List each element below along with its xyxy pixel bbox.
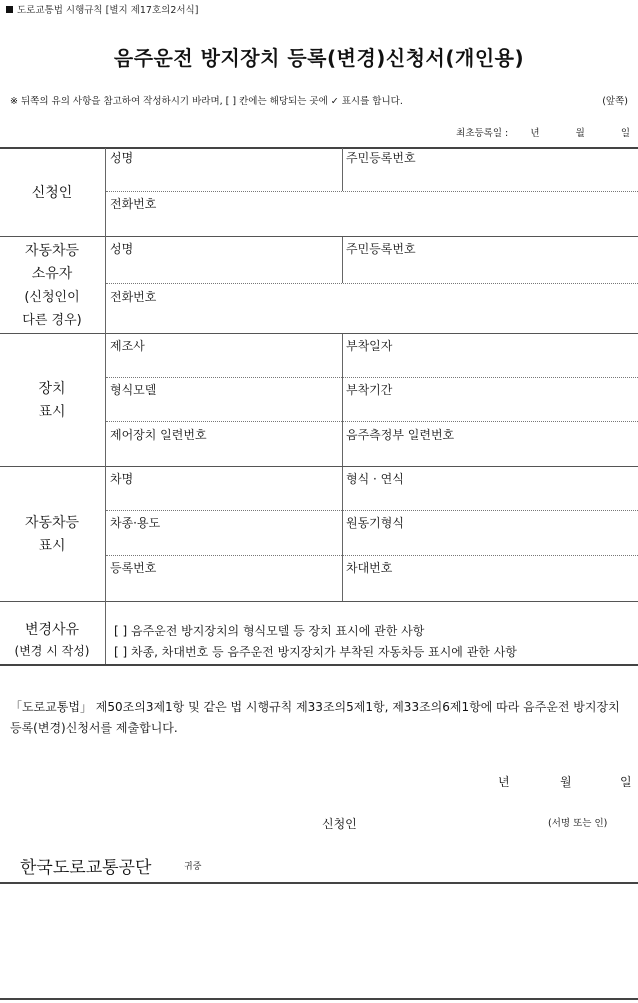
recipient-honorific: 귀중 [184,862,202,872]
vehicle-chassis-no-field[interactable]: 차대번호 [346,561,393,575]
page-side-label: (앞쪽) [602,96,628,107]
applicant-rrn-field[interactable]: 주민등록번호 [346,151,416,165]
section-divider [0,466,638,467]
row-divider [106,421,638,422]
table-top-border [0,147,638,149]
section-label-reason: 변경사유 (변경 시 작성) [14,622,90,658]
first-registration-month: 월 [575,128,585,139]
row-divider [106,377,638,378]
section-divider [0,333,638,334]
applicant-phone-field[interactable]: 전화번호 [110,197,157,211]
owner-rrn-field[interactable]: 주민등록번호 [346,242,416,256]
vehicle-engine-type-field[interactable]: 원동기형식 [346,516,404,530]
row-divider [106,555,638,556]
square-bullet-icon [6,6,13,13]
device-controller-serial-field[interactable]: 제어장치 일련번호 [110,428,207,442]
vehicle-kind-use-field[interactable]: 차종·용도 [110,516,161,530]
owner-phone-field[interactable]: 전화번호 [110,290,157,304]
vehicle-name-field[interactable]: 차명 [110,472,134,486]
field-column-divider [342,334,343,466]
field-column-divider [342,148,343,191]
recipient-agency: 한국도로교통공단 [20,858,152,878]
row-divider [106,510,638,511]
section-label-device: 장치 표시 [38,381,66,420]
section-label-vehicle: 자동차등 표시 [24,515,80,554]
signature-note: (서명 또는 인) [548,818,608,829]
label-column-divider [105,148,106,664]
section-label-applicant: 신청인 [31,185,73,201]
form-reference-text: 도로교통법 시행규칙 [별지 제17호의2서식] [17,5,199,16]
signature-applicant-label: 신청인 [322,817,357,831]
form-reference [6,2,198,16]
first-registration-day: 일 [620,128,630,139]
submit-date-day: 일 [620,775,632,789]
statement-text: 「도로교통법」 제50조의3제1항 및 같은 법 시행규칙 제33조의5제1항, 제33조의6제1항에 따라 음주운전 방지장치 등록(변경)신청서를 제출합니다. [10,700,620,735]
owner-name-field[interactable]: 성명 [110,242,134,256]
recipient-divider [0,882,638,884]
field-column-divider [342,237,343,283]
device-maker-field[interactable]: 제조사 [110,339,145,353]
page-bottom-border [0,998,638,1000]
applicant-name-field[interactable]: 성명 [110,151,134,165]
page-title: 음주운전 방지장치 등록(변경)신청서(개인용) [113,46,525,70]
device-install-date-field[interactable]: 부착일자 [346,339,393,353]
reason-option-vehicle-checkbox[interactable]: [ ] 차종, 차대번호 등 음주운전 방지장치가 부착된 자동차등 표시에 관한 사항 [114,645,517,659]
device-model-field[interactable]: 형식모델 [110,383,157,397]
submit-date-year: 년 [498,775,510,789]
first-registration-label: 최초등록일 : [456,128,509,139]
instruction-note: ※ 뒤쪽의 유의 사항을 참고하여 작성하시기 바라며, [ ] 칸에는 해당되는 곳에 ✓ 표시를 합니다. [10,96,403,107]
submit-date-month: 월 [560,775,572,789]
row-divider [106,191,638,192]
section-divider [0,601,638,602]
first-registration-year: 년 [530,128,540,139]
field-column-divider [342,467,343,601]
vehicle-reg-no-field[interactable]: 등록번호 [110,561,157,575]
reason-option-device-checkbox[interactable]: [ ] 음주운전 방지장치의 형식모델 등 장치 표시에 관한 사항 [114,624,425,638]
table-bottom-border [0,664,638,666]
device-breath-serial-field[interactable]: 음주측정부 일련번호 [346,428,455,442]
vehicle-type-year-field[interactable]: 형식 · 연식 [346,472,404,486]
device-install-period-field[interactable]: 부착기간 [346,383,393,397]
section-divider [0,236,638,237]
section-label-owner: 자동차등 소유자 (신청인이 다른 경우) [22,243,82,328]
row-divider [106,283,638,284]
first-registration-date [456,125,630,139]
